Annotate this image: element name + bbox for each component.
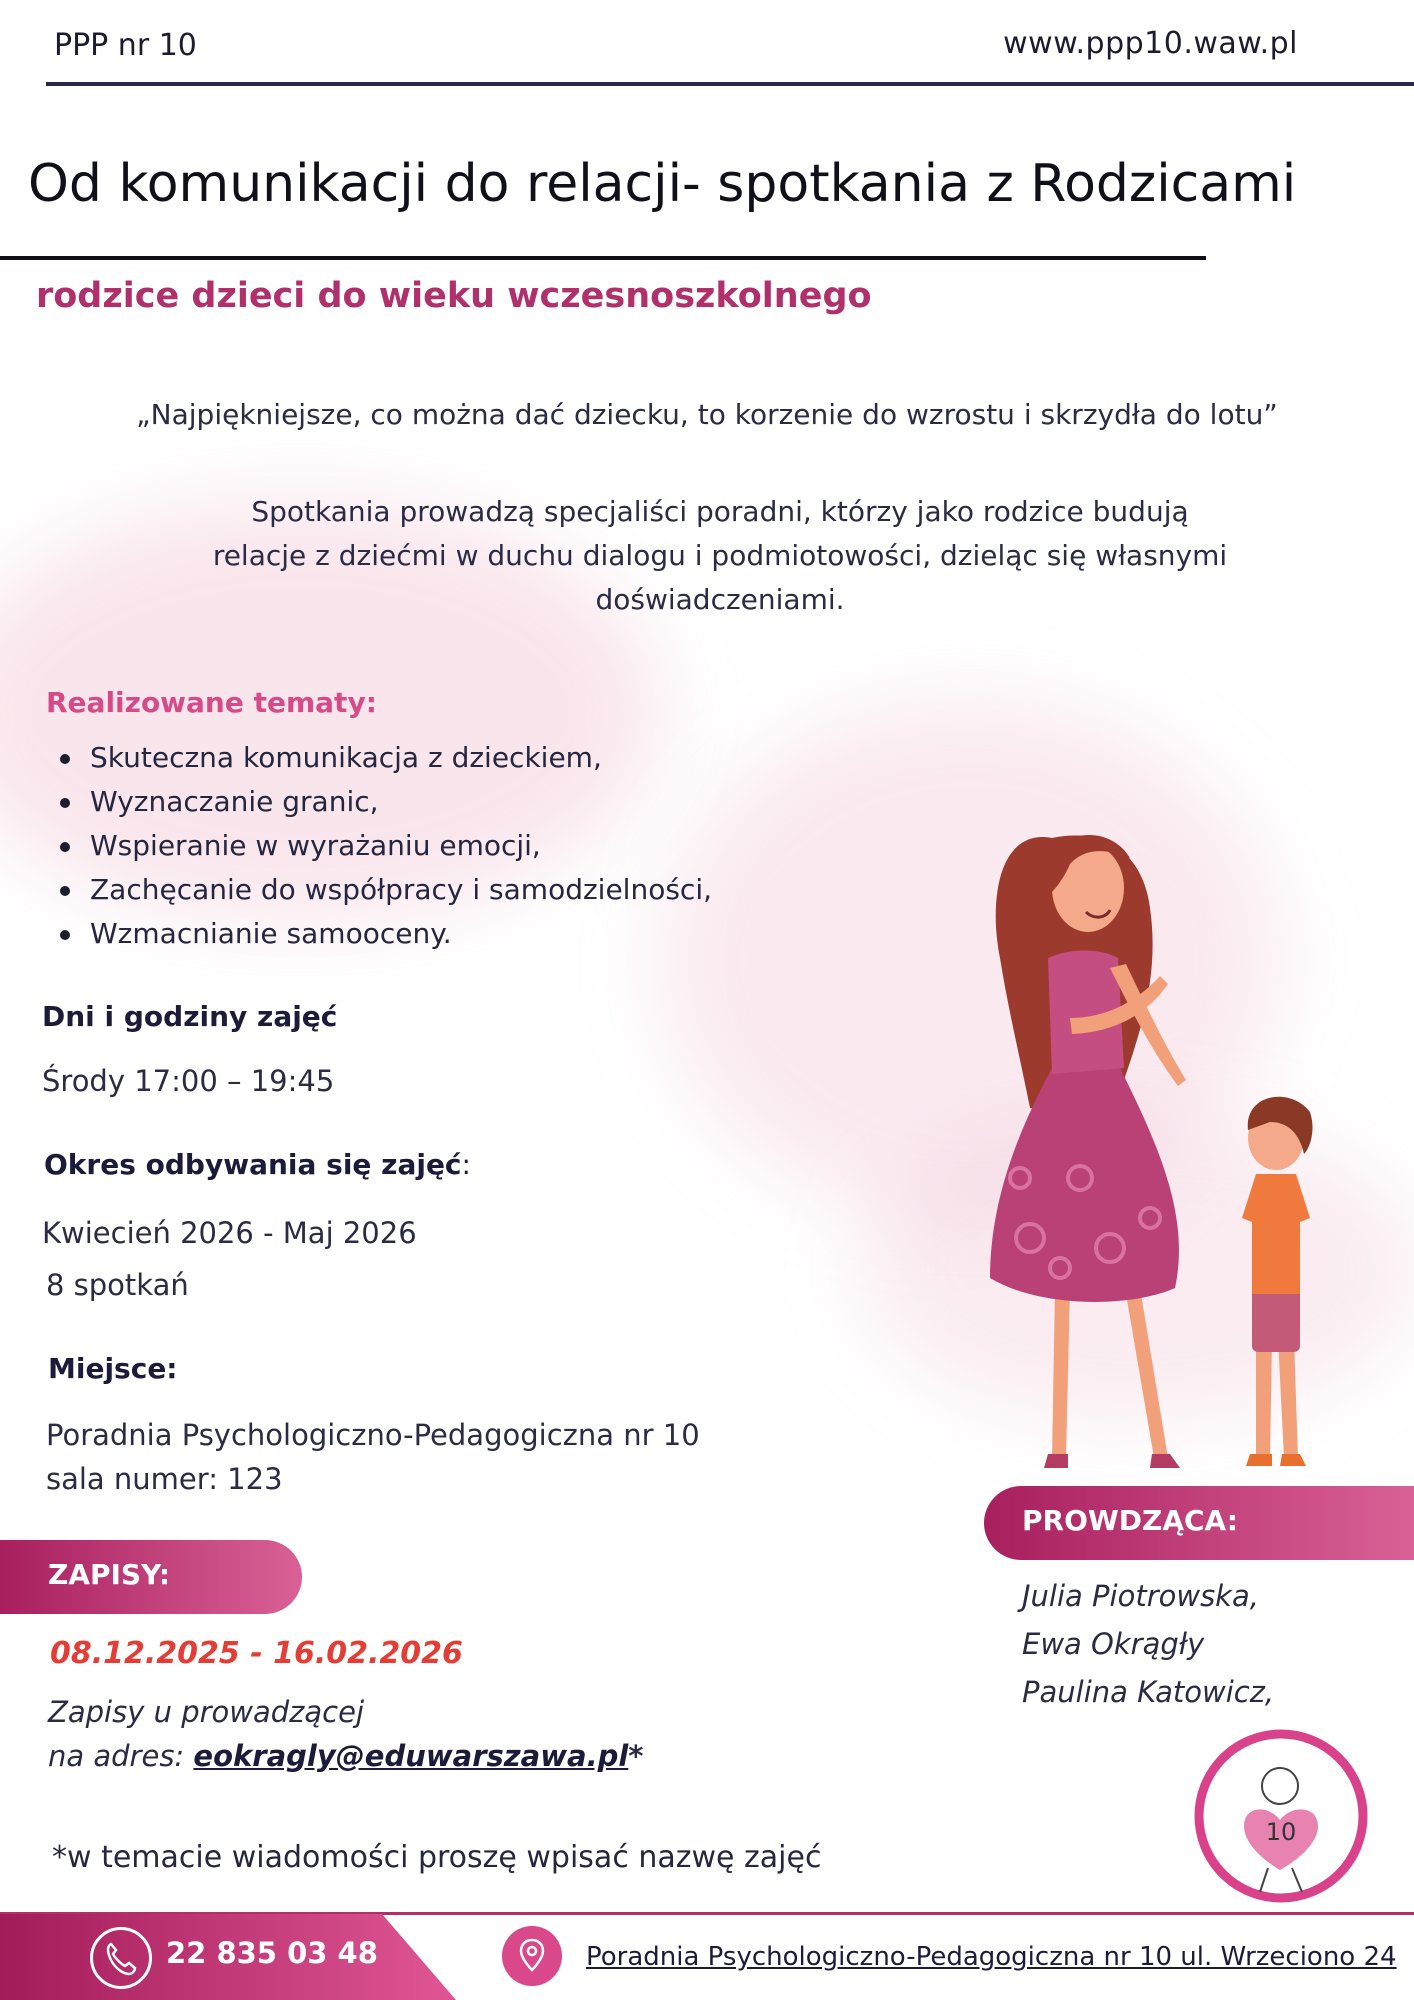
topics-list bbox=[58, 736, 712, 956]
place-line: Poradnia Psychologiczno-Pedagogiczna nr 10 bbox=[46, 1418, 700, 1452]
mother-shoe bbox=[1150, 1454, 1180, 1468]
topic-item: Skuteczna komunikacja z dzieckiem, bbox=[58, 736, 712, 780]
mother-leg bbox=[1052, 1288, 1070, 1458]
leader-name: Julia Piotrowska, bbox=[1022, 1579, 1259, 1613]
leaders-label: PROWDZĄCA: bbox=[1022, 1504, 1238, 1537]
child-shoe bbox=[1246, 1454, 1272, 1466]
period-heading bbox=[44, 1148, 471, 1181]
child-shorts bbox=[1252, 1288, 1300, 1352]
topics-heading: Realizowane tematy: bbox=[46, 686, 377, 719]
leader-name: Paulina Katowicz, bbox=[1022, 1675, 1275, 1709]
signup-label: ZAPISY: bbox=[48, 1558, 171, 1591]
header-website-link[interactable]: www.ppp10.waw.pl bbox=[1003, 26, 1298, 61]
child-shoe bbox=[1280, 1454, 1306, 1466]
child-leg bbox=[1256, 1338, 1272, 1458]
child-leg bbox=[1278, 1338, 1298, 1458]
location-pin-icon bbox=[502, 1926, 562, 1986]
quote: „Najpiękniejsze, co można dać dziecku, to korzenie do wzrostu i skrzydła do lotu” bbox=[136, 398, 1278, 431]
mother-leg bbox=[1125, 1288, 1168, 1458]
phone-icon bbox=[90, 1927, 152, 1989]
mother-shoe bbox=[1044, 1454, 1068, 1468]
title-divider bbox=[0, 256, 1206, 260]
signup-prefix: na adres: bbox=[48, 1739, 194, 1773]
header-org: PPP nr 10 bbox=[54, 28, 197, 63]
signup-dates: 08.12.2025 - 16.02.2026 bbox=[50, 1636, 463, 1671]
signup-label-banner bbox=[0, 1540, 302, 1614]
signup-asterisk: * bbox=[628, 1739, 644, 1773]
period-heading-colon: : bbox=[461, 1148, 471, 1181]
intro-text bbox=[120, 490, 1320, 622]
header-divider bbox=[46, 82, 1414, 86]
logo-number: 10 bbox=[1265, 1818, 1297, 1846]
mother-child-illustration bbox=[960, 818, 1360, 1478]
signup-line: Zapisy u prowadzącej bbox=[48, 1695, 364, 1729]
child-shirt bbox=[1242, 1174, 1310, 1294]
leaders-list bbox=[1022, 1572, 1274, 1716]
email-link[interactable]: eokragly@eduwarszawa.pl bbox=[193, 1739, 629, 1773]
topic-item: Zachęcanie do współpracy i samodzielności, bbox=[58, 868, 712, 912]
period-heading-text: Okres odbywania się zajęć bbox=[44, 1148, 462, 1181]
period-value: Kwiecień 2026 - Maj 2026 bbox=[42, 1216, 417, 1250]
phone-number[interactable]: 22 835 03 48 bbox=[166, 1936, 378, 1970]
place-room: sala numer: 123 bbox=[46, 1462, 283, 1496]
intro-line: relacje z dziećmi w duchu dialogu i podmiotowości, dzieląc się własnymi bbox=[212, 539, 1228, 572]
topic-item: Wyznaczanie granic, bbox=[58, 780, 712, 824]
page-title: Od komunikacji do relacji- spotkania z Rodzicami bbox=[28, 154, 1297, 214]
leaders-label-banner bbox=[984, 1486, 1414, 1560]
topic-item: Wspieranie w wyrażaniu emocji, bbox=[58, 824, 712, 868]
subtitle: rodzice dzieci do wieku wczesnoszkolnego bbox=[36, 276, 872, 316]
meeting-count: 8 spotkań bbox=[46, 1268, 189, 1302]
intro-line: doświadczeniami. bbox=[595, 583, 845, 616]
signup-info bbox=[48, 1690, 643, 1778]
place-heading: Miejsce: bbox=[48, 1352, 178, 1385]
schedule-value: Środy 17:00 – 19:45 bbox=[42, 1064, 335, 1098]
signup-line bbox=[48, 1734, 643, 1778]
intro-line: Spotkania prowadzą specjaliści poradni, którzy jako rodzice budują bbox=[251, 495, 1189, 528]
signup-note: *w temacie wiadomości proszę wpisać nazwę zajęć bbox=[52, 1840, 822, 1875]
topic-item: Wzmacnianie samooceny. bbox=[58, 912, 712, 956]
leader-name: Ewa Okrągły bbox=[1022, 1627, 1205, 1661]
ppp10-logo bbox=[1176, 1720, 1386, 1912]
address-link[interactable]: Poradnia Psychologiczno-Pedagogiczna nr 10 ul. Wrzeciono 24 bbox=[586, 1942, 1397, 1972]
schedule-heading: Dni i godziny zajęć bbox=[42, 1000, 338, 1033]
mother-dress bbox=[990, 1068, 1179, 1302]
